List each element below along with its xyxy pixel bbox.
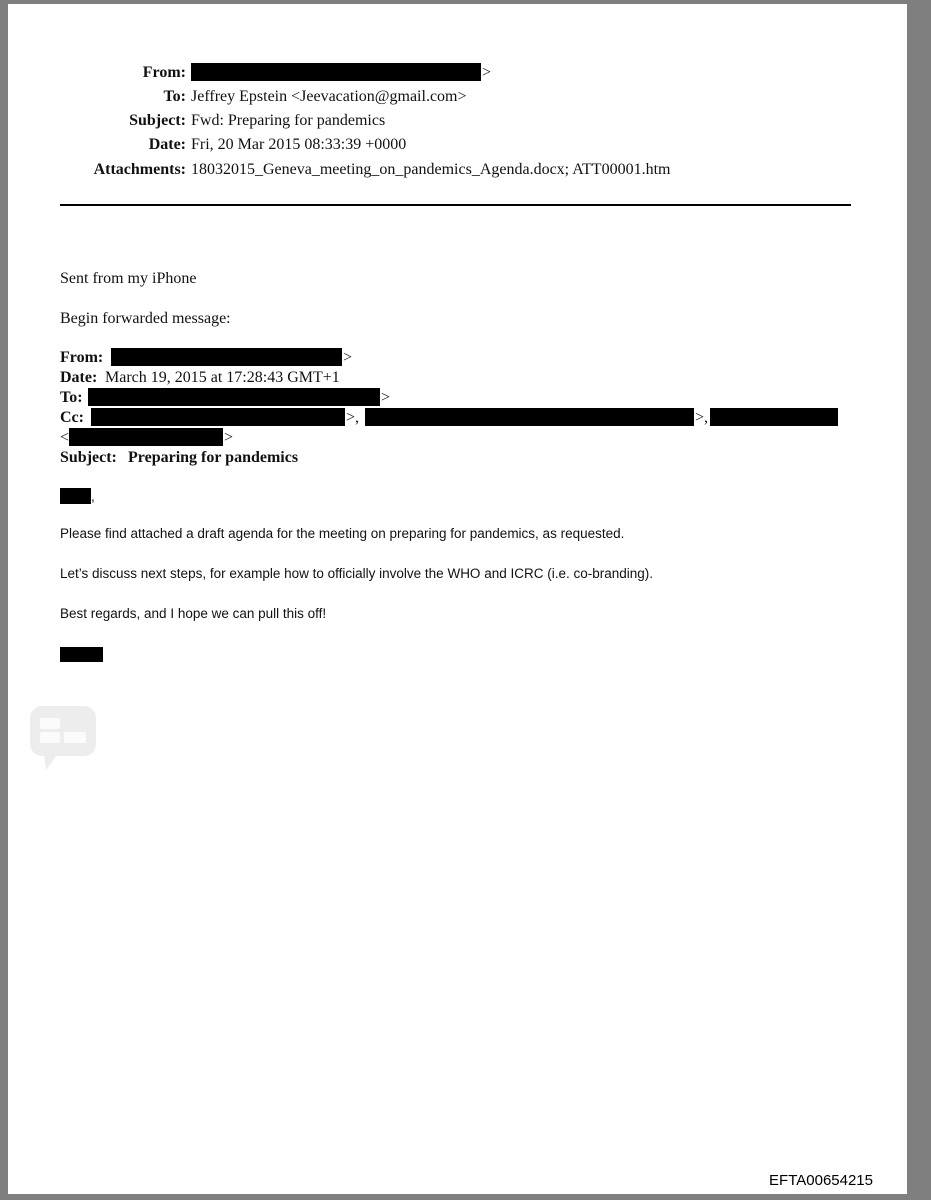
fwd-to-label: To:: [60, 389, 83, 406]
fwd-date-value: March 19, 2015 at 17:28:43 GMT+1: [105, 369, 340, 386]
sent-from-text: Sent from my iPhone: [60, 270, 197, 287]
cc-close-bracket: >: [224, 429, 234, 446]
greeting-comma: ,: [91, 489, 95, 504]
redaction-cc-4: [69, 428, 223, 446]
fwd-date-label: Date:: [60, 369, 98, 386]
subject-label: Subject:: [129, 112, 186, 129]
from-suffix: >: [482, 64, 492, 81]
message-line-2: Let’s discuss next steps, for example how to officially involve the WHO and ICRC (i.e. co-branding).: [60, 566, 654, 581]
redaction-cc-1: [91, 408, 345, 426]
header-divider: [60, 204, 851, 206]
redaction-greeting-name: [60, 488, 91, 504]
begin-forwarded-text: Begin forwarded message:: [60, 310, 231, 327]
subject-value: Fwd: Preparing for pandemics: [191, 112, 386, 129]
chat-bubble-icon: [30, 706, 100, 776]
fwd-from-suffix: >: [343, 349, 353, 366]
document-page: [8, 4, 907, 1194]
fwd-subject-value: Preparing for pandemics: [128, 449, 299, 466]
from-label: From:: [142, 64, 186, 81]
fwd-cc-label: Cc:: [60, 409, 84, 426]
fwd-from-label: From:: [60, 349, 104, 366]
to-label: To:: [163, 88, 186, 105]
cc-separator-2: >,: [695, 409, 709, 426]
date-value: Fri, 20 Mar 2015 08:33:39 +0000: [191, 136, 407, 153]
fwd-to-suffix: >: [381, 389, 391, 406]
to-value: Jeffrey Epstein <Jeevacation@gmail.com>: [191, 88, 467, 105]
fwd-subject-label: Subject:: [60, 449, 117, 466]
redaction-fwd-to: [88, 388, 380, 406]
cc-open-bracket: <: [60, 429, 70, 446]
redaction-signature: [60, 647, 103, 662]
message-line-3: Best regards, and I hope we can pull this off!: [60, 606, 327, 621]
document-id: EFTA00654215: [769, 1172, 873, 1189]
redaction-cc-2: [365, 408, 694, 426]
attachments-value: 18032015_Geneva_meeting_on_pandemics_Agenda.docx; ATT00001.htm: [191, 161, 671, 178]
date-label: Date:: [148, 136, 186, 153]
redaction-fwd-from: [111, 348, 342, 366]
message-line-1: Please find attached a draft agenda for the meeting on preparing for pandemics, as requested.: [60, 526, 625, 541]
redaction-cc-3: [710, 408, 838, 426]
cc-separator-1: >,: [346, 409, 360, 426]
attachments-label: Attachments:: [93, 161, 186, 178]
redaction-from: [191, 63, 481, 81]
